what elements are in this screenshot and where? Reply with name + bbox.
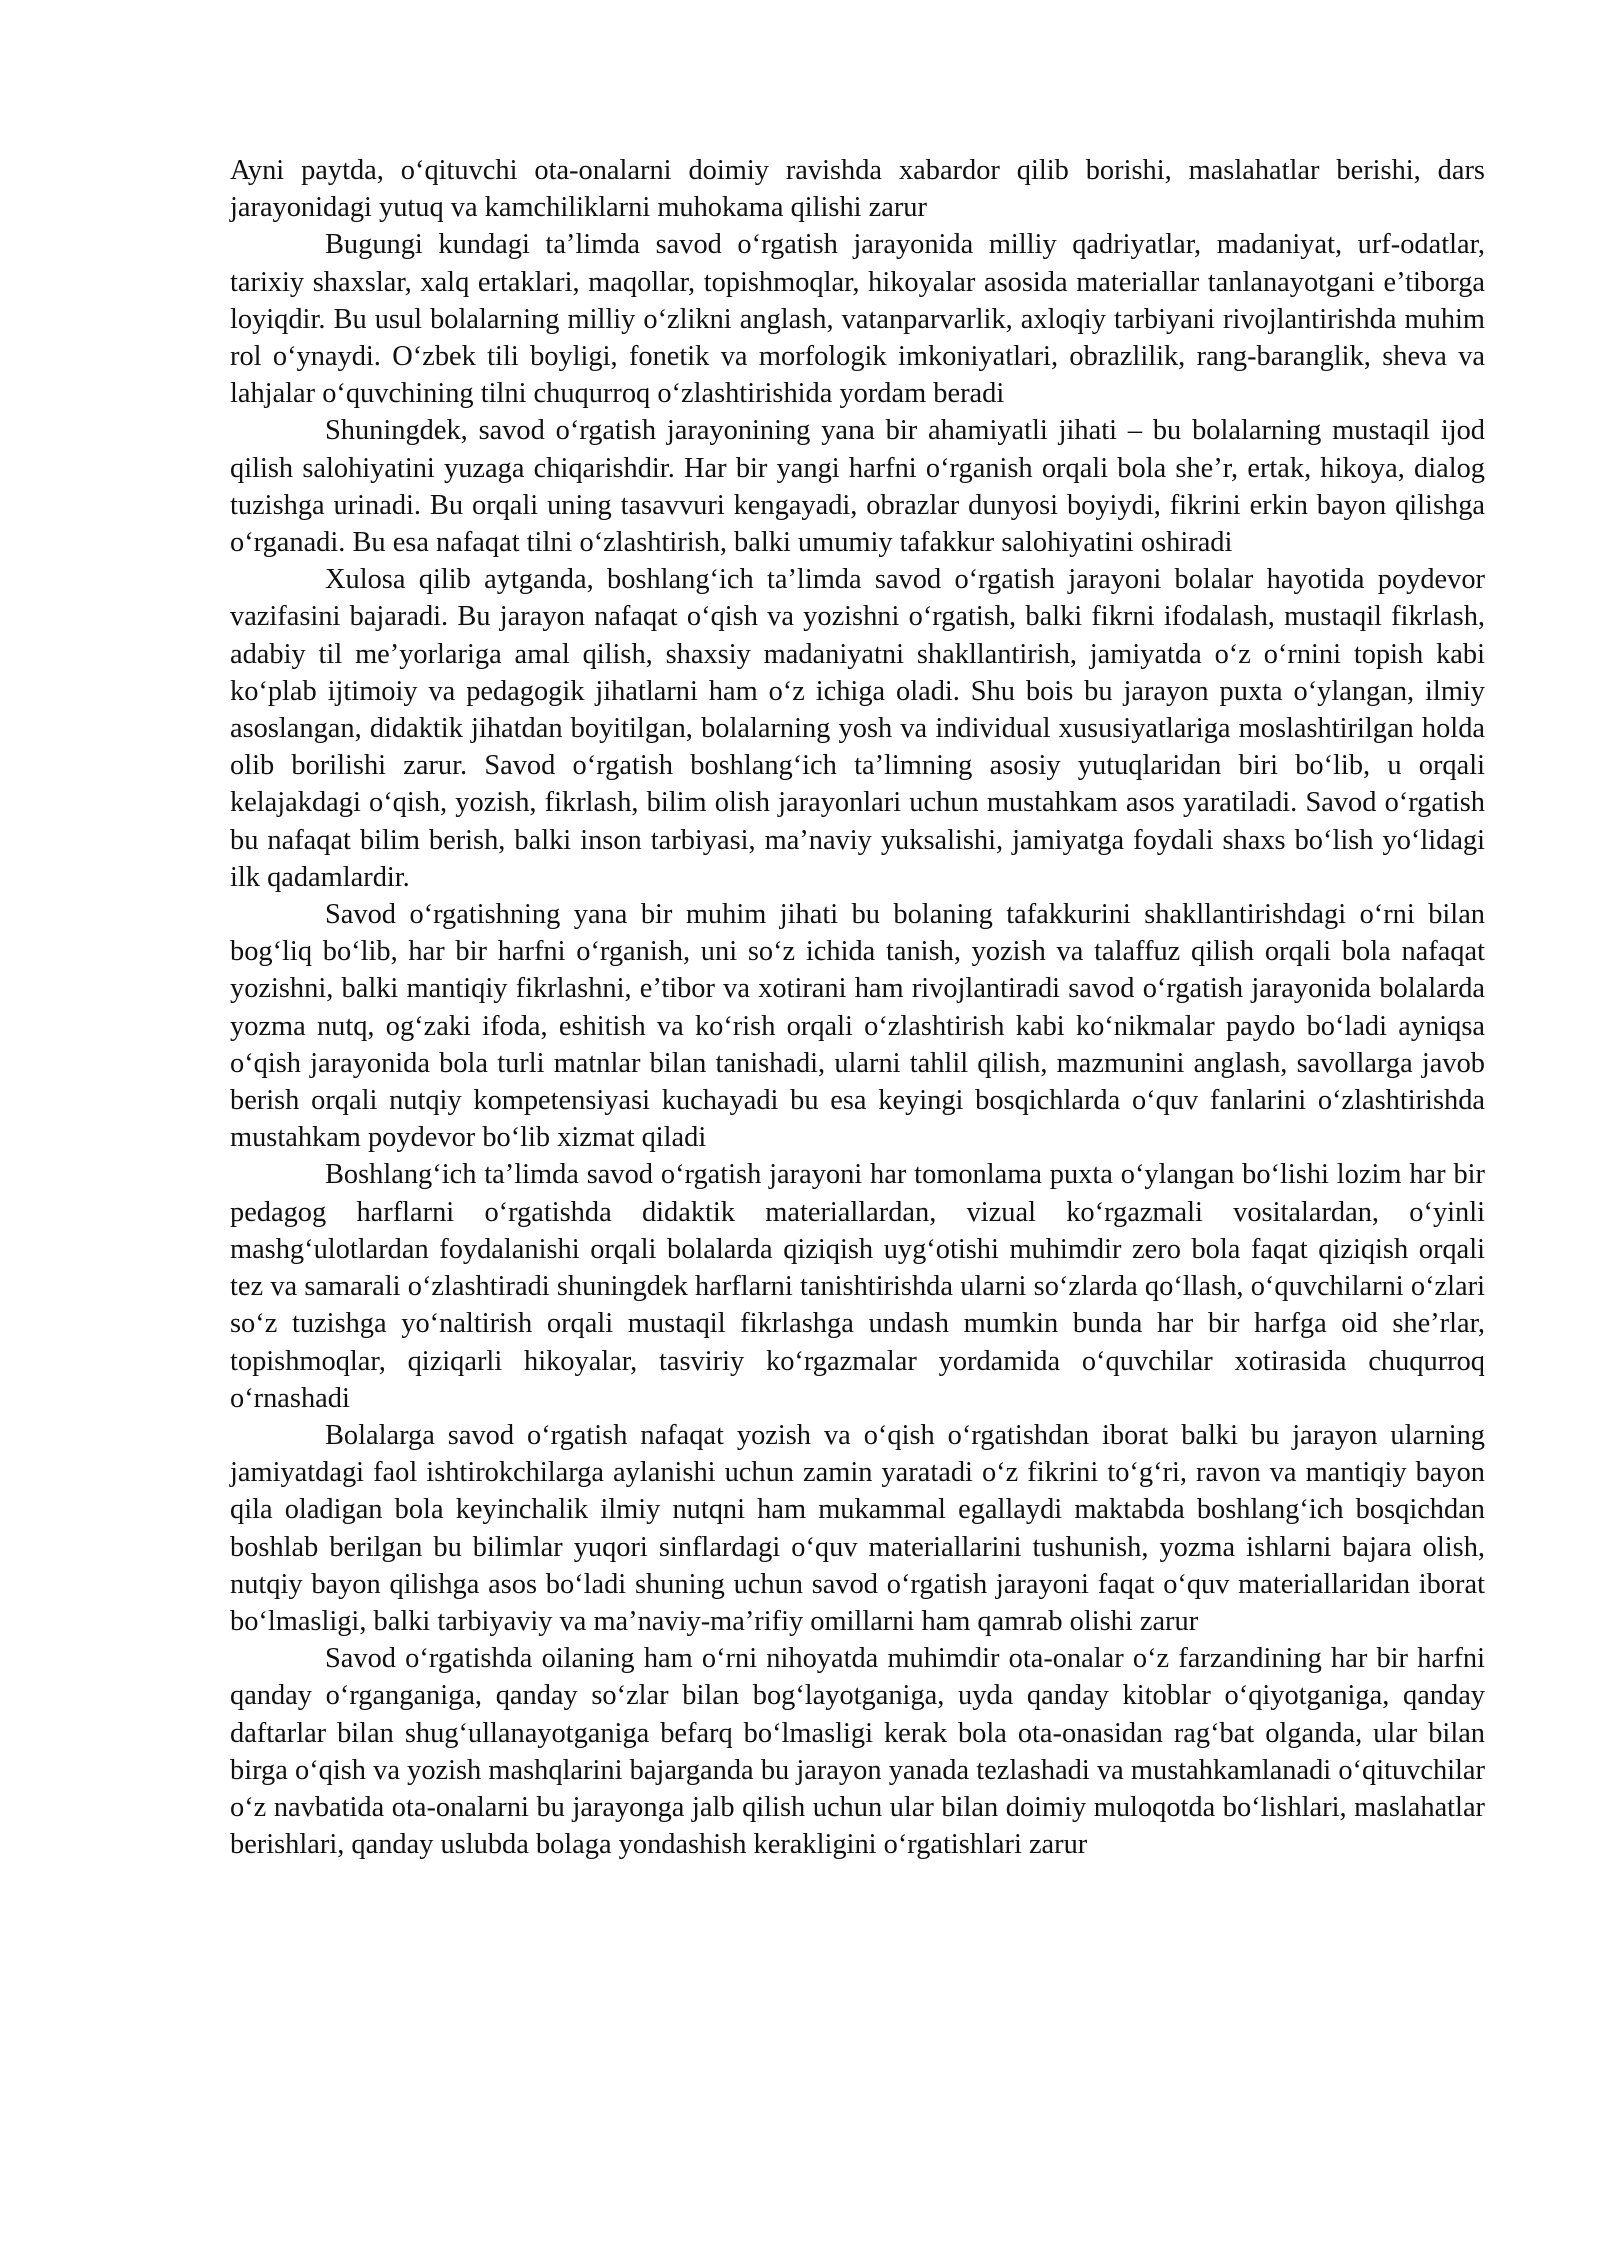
paragraph-8: Savod o‘rgatishda oilaning ham o‘rni nihoyatda muhimdir ota-onalar o‘z farzandining har bir harfni qanday o‘rganganiga, qanday so‘zlar bilan bog‘layotganiga, uyda qanday kitoblar o‘qiyotganiga, qanday daftarlar bilan shug‘ullanayotganiga befarq bo‘lmasligi kerak bola ota-onasidan rag‘bat olganda, ular bilan birga o‘qish va yozish mashqlarini bajarganda bu jarayon yanada tezlashadi va mustahkamlanadi o‘qituvchilar o‘z navbatida ota-onalarni bu jarayonga jalb qilish uchun ular bilan doimiy muloqotda bo‘lishlari, maslahatlar berishlari, qanday uslubda bolaga yondashish kerakligini o‘rgatishlari zarur bbox=[230, 1643, 1485, 1861]
paragraph-6: Boshlang‘ich ta’limda savod o‘rgatish jarayoni har tomonlama puxta o‘ylangan bo‘lishi lozim har bir pedagog harflarni o‘rgatishda didaktik materiallardan, vizual ko‘rgazmali vositalardan, o‘yinli mashg‘ulotlardan foydalanishi orqali bolalarda qiziqish uyg‘otishi muhimdir zero bola faqat qiziqish orqali tez va samarali o‘zlashtiradi shuningdek harflarni tanishtirishda ularni so‘zlarda qo‘llash, o‘quvchilarni o‘zlari so‘z tuzishga yo‘naltirish orqali mustaqil fikrlashga undash mumkin bunda har bir harfga oid she’rlar, topishmoqlar, qiziqarli hikoyalar, tasviriy ko‘rgazmalar yordamida o‘quvchilar xotirasida chuqurroq o‘rnashadi bbox=[230, 1159, 1485, 1414]
paragraph-3: Shuningdek, savod o‘rgatish jarayonining yana bir ahamiyatli jihati – bu bolalarning mustaqil ijod qilish salohiyatini yuzaga chiqarishdir. Har bir yangi harfni o‘rganish orqali bola she’r, ertak, hikoya, dialog tuzishga urinadi. Bu orqali uning tasavvuri kengayadi, obrazlar dunyosi boyiydi, fikrini erkin bayon qilishga o‘rganadi. Bu esa nafaqat tilni o‘zlashtirish, balki umumiy tafakkur salohiyatini oshiradi bbox=[230, 415, 1485, 559]
paragraph-5: Savod o‘rgatishning yana bir muhim jihati bu bolaning tafakkurini shakllantirishdagi o‘rni bilan bog‘liq bo‘lib, har bir harfni o‘rganish, uni so‘z ichida tanish, yozish va talaffuz qilish orqali bola nafaqat yozishni, balki mantiqiy fikrlashni, e’tibor va xotirani ham rivojlantiradi savod o‘rgatish jarayonida bolalarda yozma nutq, og‘zaki ifoda, eshitish va ko‘rish orqali o‘zlashtirish kabi ko‘nikmalar paydo bo‘ladi ayniqsa o‘qish jarayonida bola turli matnlar bilan tanishadi, ularni tahlil qilish, mazmunini anglash, savollarga javob berish orqali nutqiy kompetensiyasi kuchayadi bu esa keyingi bosqichlarda o‘quv fanlarini o‘zlashtirishda mustahkam poydevor bo‘lib xizmat qiladi bbox=[230, 899, 1485, 1154]
paragraph-4: Xulosa qilib aytganda, boshlang‘ich ta’limda savod o‘rgatish jarayoni bolalar hayotida poydevor vazifasini bajaradi. Bu jarayon nafaqat o‘qish va yozishni o‘rgatish, balki fikrni ifodalash, mustaqil fikrlash, adabiy til me’yorlariga amal qilish, shaxsiy madaniyatni shakllantirish, jamiyatda o‘z o‘rnini topish kabi ko‘plab ijtimoiy va pedagogik jihatlarni ham o‘z ichiga oladi. Shu bois bu jarayon puxta o‘ylangan, ilmiy asoslangan, didaktik jihatdan boyitilgan, bolalarning yosh va individual xususiyatlariga moslashtirilgan holda olib borilishi zarur. Savod o‘rgatish boshlang‘ich ta’limning asosiy yutuqlaridan biri bo‘lib, u orqali kelajakdagi o‘qish, yozish, fikrlash, bilim olish jarayonlari uchun mustahkam asos yaratiladi. Savod o‘rgatish bu nafaqat bilim berish, balki inson tarbiyasi, ma’naviy yuksalishi, jamiyatga foydali shaxs bo‘lish yo‘lidagi ilk qadamlardir. bbox=[230, 564, 1485, 893]
paragraph-7: Bolalarga savod o‘rgatish nafaqat yozish va o‘qish o‘rgatishdan iborat balki bu jarayon ularning jamiyatdagi faol ishtirokchilarga aylanishi uchun zamin yaratadi o‘z fikrini to‘g‘ri, ravon va mantiqiy bayon qila oladigan bola keyinchalik ilmiy nutqni ham mukammal egallaydi maktabda boshlang‘ich bosqichdan boshlab berilgan bu bilimlar yuqori sinflardagi o‘quv materiallarini tushunish, yozma ishlarni bajara olish, nutqiy bayon qilishga asos bo‘ladi shuning uchun savod o‘rgatish jarayoni faqat o‘quv materiallaridan iborat bo‘lmasligi, balki tarbiyaviy va ma’naviy-ma’rifiy omillarni ham qamrab olishi zarur bbox=[230, 1419, 1485, 1637]
paragraph-2: Bugungi kundagi ta’limda savod o‘rgatish jarayonida milliy qadriyatlar, madaniyat, urf-odatlar, tarixiy shaxslar, xalq ertaklari, maqollar, topishmoqlar, hikoyalar asosida materiallar tanlanayotgani e’tiborga loyiqdir. Bu usul bolalarning milliy o‘zlikni anglash, vatanparvarlik, axloqiy tarbiyani rivojlantirishda muhim rol o‘ynaydi. O‘zbek tili boyligi, fonetik va morfologik imkoniyatlari, obrazlilik, rang-baranglik, sheva va lahjalar o‘quvchining tilni chuqurroq o‘zlashtirishida yordam beradi bbox=[230, 229, 1485, 410]
paragraph-1: Ayni paytda, o‘qituvchi ota-onalarni doimiy ravishda xabardor qilib borishi, maslahatlar berishi, dars jarayonidagi yutuq va kamchiliklarni muhokama qilishi zarur bbox=[230, 155, 1485, 224]
document-page bbox=[230, 152, 1485, 1863]
